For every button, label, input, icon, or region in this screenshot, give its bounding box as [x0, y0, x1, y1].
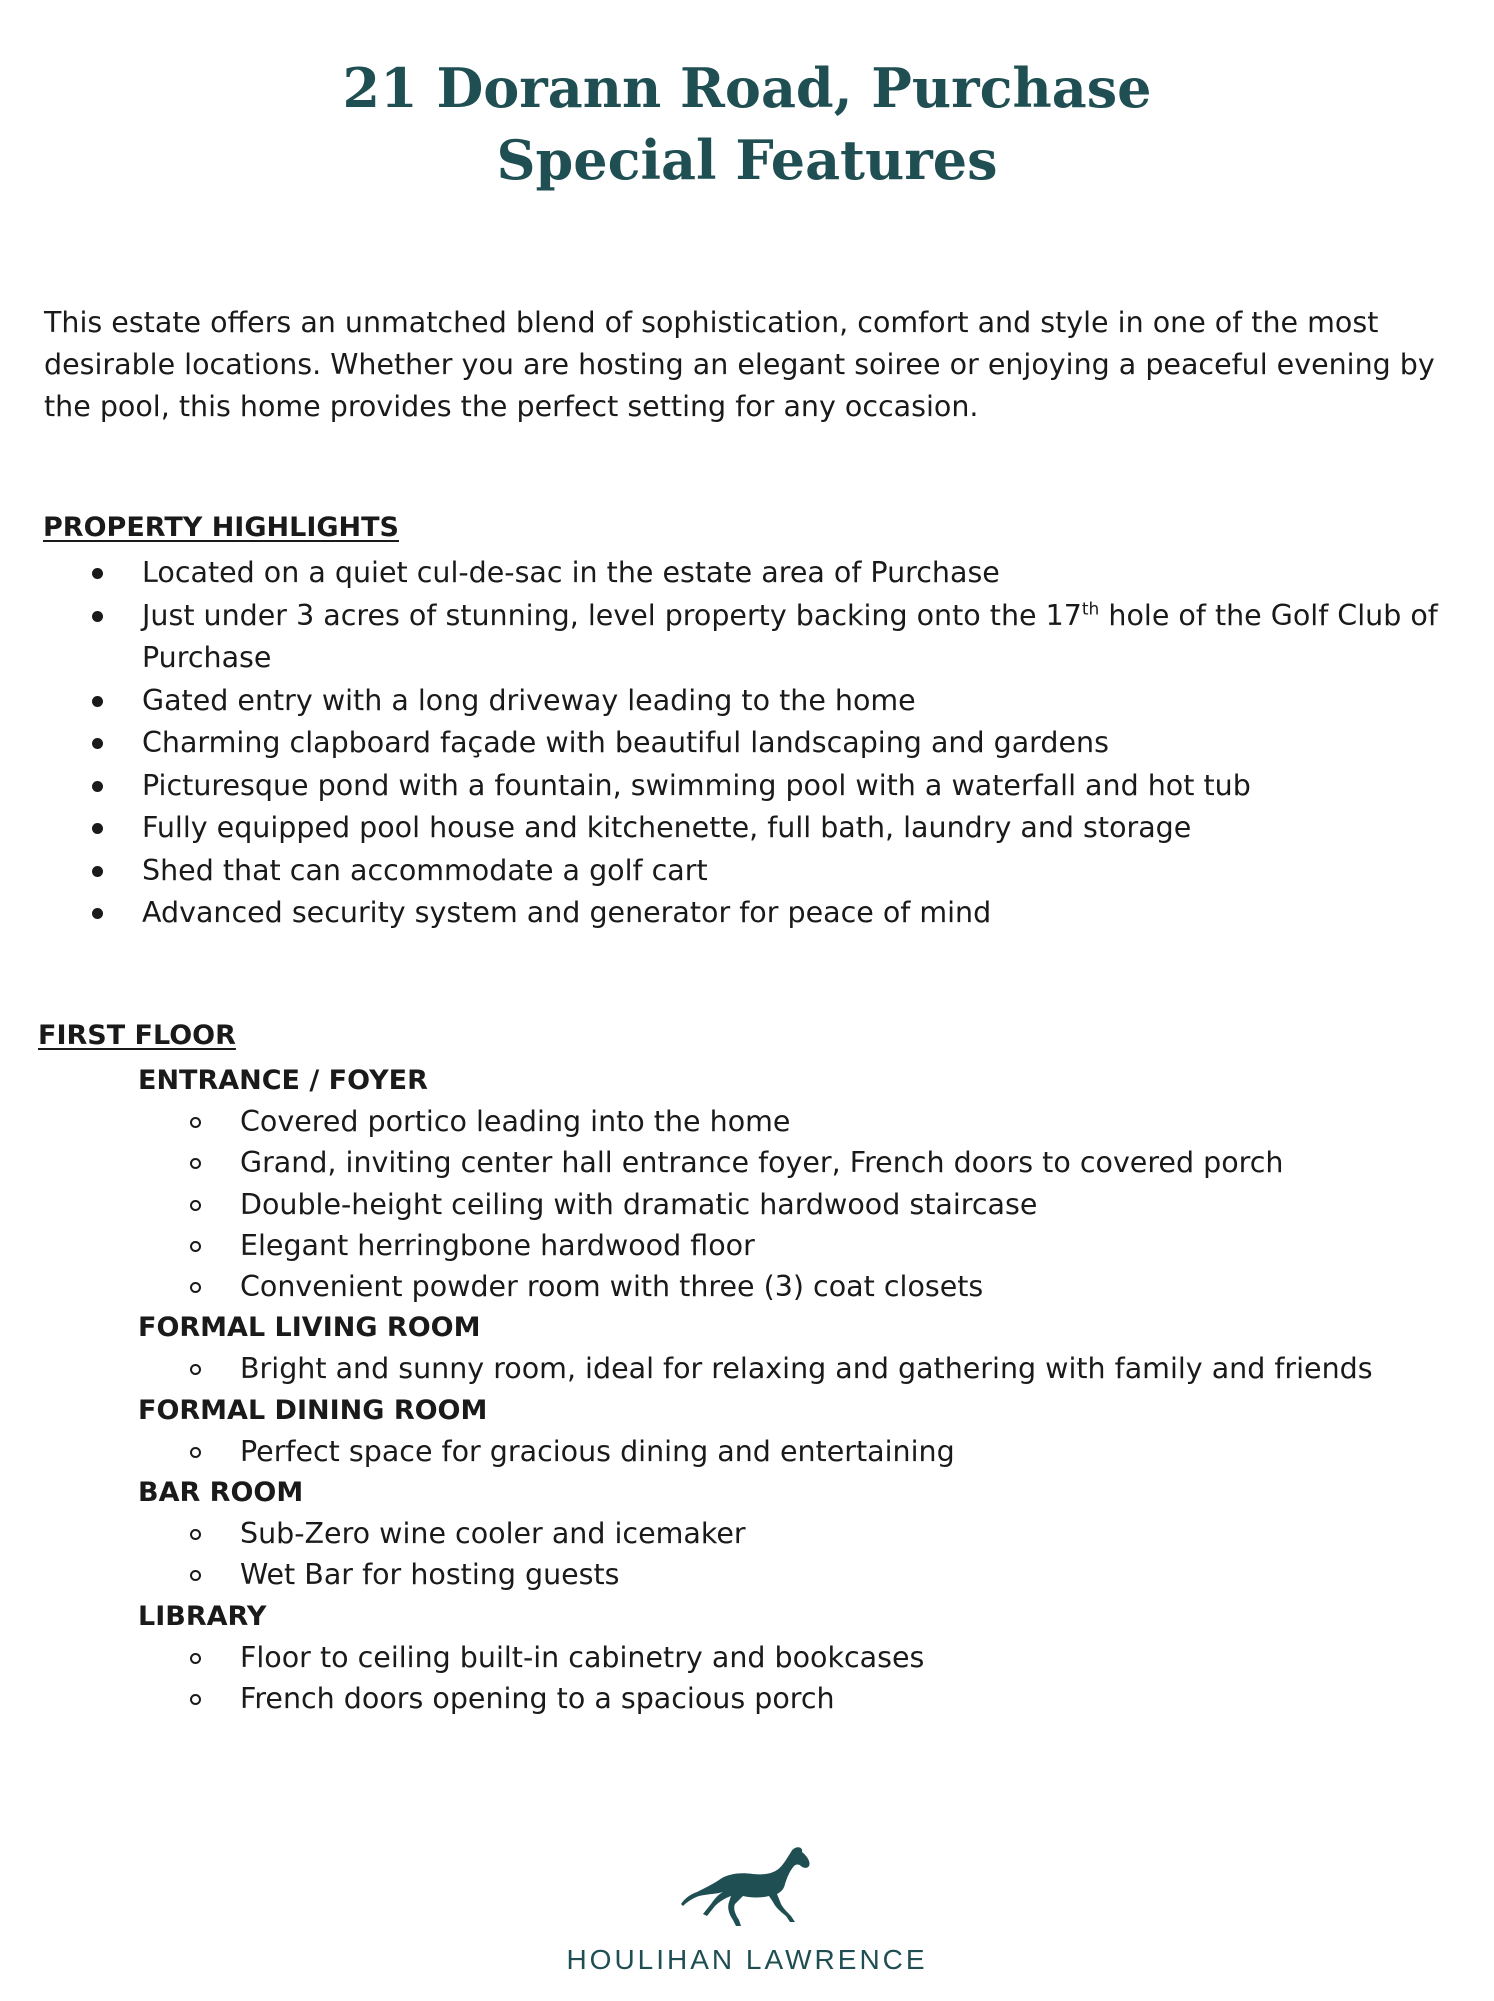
room-title: FORMAL DINING ROOM — [138, 1394, 488, 1426]
room-formal-dining-room — [0, 1390, 1440, 1472]
list-item: Double-height ceiling with dramatic hardwood staircase — [0, 1184, 1440, 1225]
room-bar-room — [0, 1472, 1440, 1596]
room-formal-living-room — [0, 1307, 1440, 1389]
brand-name: HOULIHAN LAWRENCE — [566, 1944, 928, 1975]
list-item: Picturesque pond with a fountain, swimming pool with a waterfall and hot tub — [0, 765, 1440, 808]
list-item: Fully equipped pool house and kitchenette, full bath, laundry and storage — [0, 807, 1440, 850]
first-floor-section — [0, 1060, 1440, 1719]
list-item: Convenient powder room with three (3) coat closets — [0, 1266, 1440, 1307]
list-item: Wet Bar for hosting guests — [0, 1554, 1440, 1595]
circle-bullet-icon — [190, 1200, 201, 1211]
room-features-list — [0, 1637, 1440, 1720]
circle-bullet-icon — [190, 1241, 201, 1252]
circle-bullet-icon — [190, 1364, 201, 1375]
bullet-icon — [92, 781, 103, 792]
circle-bullet-icon — [190, 1117, 201, 1128]
intro-paragraph: This estate offers an unmatched blend of sophistication, comfort and style in one of the most desirable locations. Whether you are hosting an elegant soiree or enjoying a peaceful evening by the pool, this home provides the perfect setting for any occasion. — [44, 306, 1435, 423]
document-title — [0, 52, 1494, 196]
list-item: Shed that can accommodate a golf cart — [0, 850, 1440, 893]
circle-bullet-icon — [190, 1158, 201, 1169]
circle-bullet-icon — [190, 1447, 201, 1458]
bullet-icon — [92, 823, 103, 834]
circle-bullet-icon — [190, 1570, 201, 1581]
list-item: Floor to ceiling built-in cabinetry and bookcases — [0, 1637, 1440, 1678]
list-item: Charming clapboard façade with beautiful landscaping and gardens — [0, 722, 1440, 765]
first-floor-heading: FIRST FLOOR — [38, 1020, 236, 1051]
bullet-icon — [92, 908, 103, 919]
list-item: Advanced security system and generator for peace of mind — [0, 892, 1440, 935]
list-item: Elegant herringbone hardwood floor — [0, 1225, 1440, 1266]
title-address: 21 Dorann Road, Purchase — [342, 56, 1152, 120]
list-item: Just under 3 acres of stunning, level property backing onto the 17th hole of the Golf Club of Purchase — [0, 595, 1440, 680]
property-highlights-list — [0, 552, 1440, 935]
list-item: Grand, inviting center hall entrance foyer, French doors to covered porch — [0, 1142, 1440, 1183]
room-library — [0, 1596, 1440, 1720]
room-entrance-foyer — [0, 1060, 1440, 1307]
bullet-icon — [92, 738, 103, 749]
superscript-th: th — [1081, 599, 1100, 619]
room-features-list — [0, 1431, 1440, 1472]
room-features-list — [0, 1348, 1440, 1389]
room-title: ENTRANCE / FOYER — [138, 1065, 428, 1096]
bullet-icon — [92, 611, 103, 622]
room-features-list — [0, 1101, 1440, 1307]
circle-bullet-icon — [190, 1529, 201, 1540]
horse-icon — [677, 1842, 817, 1932]
room-features-list — [0, 1513, 1440, 1596]
bullet-icon — [92, 866, 103, 877]
bullet-icon — [92, 568, 103, 579]
list-item: French doors opening to a spacious porch — [0, 1678, 1440, 1719]
list-item: Bright and sunny room, ideal for relaxing and gathering with family and friends — [0, 1348, 1440, 1389]
circle-bullet-icon — [190, 1653, 201, 1664]
list-item: Covered portico leading into the home — [0, 1101, 1440, 1142]
list-item: Perfect space for gracious dining and entertaining — [0, 1431, 1440, 1472]
title-subtitle: Special Features — [496, 128, 998, 192]
property-highlights-heading: PROPERTY HIGHLIGHTS — [43, 512, 399, 543]
list-item: Sub-Zero wine cooler and icemaker — [0, 1513, 1440, 1554]
room-title: BAR ROOM — [138, 1477, 304, 1509]
circle-bullet-icon — [190, 1282, 201, 1293]
bullet-icon — [92, 696, 103, 707]
list-item: Located on a quiet cul-de-sac in the estate area of Purchase — [0, 552, 1440, 595]
room-title: LIBRARY — [138, 1600, 267, 1632]
circle-bullet-icon — [190, 1694, 201, 1705]
brand-logo — [0, 1842, 1494, 1976]
room-title: FORMAL LIVING ROOM — [138, 1312, 481, 1344]
list-item: Gated entry with a long driveway leading to the home — [0, 680, 1440, 723]
